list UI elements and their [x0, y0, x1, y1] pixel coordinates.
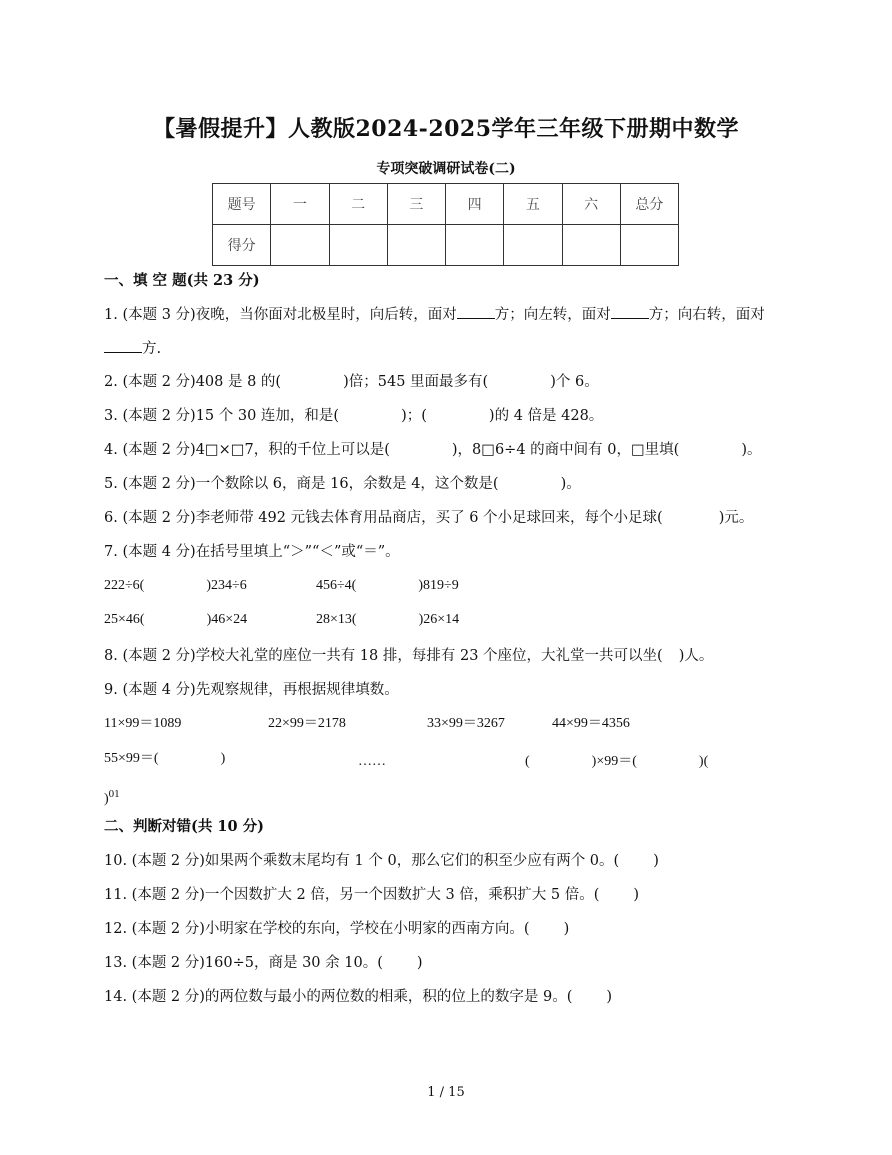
page-subtitle: 专项突破调研试卷(二) [376, 161, 516, 177]
question-1: 1. (本题 3 分)夜晚，当你面对北极星时，向后转，面对 方；向左转，面对 方；向右转，面对 [104, 304, 765, 325]
score-cell: 题号 [213, 184, 271, 225]
question-5: 5. (本题 2 分)一个数除以 6，商是 16，余数是 4，这个数是( )。 [104, 476, 581, 492]
question-6: 6. (本题 2 分)李老师带 492 元钱去体育用品商店，买了 6 个小足球回来，每个小足球( )元。 [104, 510, 754, 526]
q9-ellipsis: …… [358, 754, 386, 769]
score-cell: 一 [271, 184, 329, 225]
page-number: 1 / 15 [427, 1085, 465, 1100]
question-4: 4. (本题 2 分)4□×□7，积的千位上可以是( )，8□6÷4 的商中间有 0，□里填( )。 [104, 442, 762, 458]
score-table-score-row [213, 225, 679, 266]
q9-eq5: 55×99＝( ) [104, 751, 226, 766]
score-blank-cell [329, 225, 387, 266]
score-blank-cell [271, 225, 329, 266]
question-2: 2. (本题 2 分)408 是 8 的( )倍；545 里面最多有( )个 6。 [104, 374, 599, 390]
section-heading-true-false: 二、判断对错(共 10 分) [104, 818, 264, 835]
answer-blank [611, 304, 649, 319]
q9-eq1: 11×99＝1089 [104, 716, 182, 731]
q9-eq6-cont: )$^{01}$ [104, 788, 120, 807]
question-8: 8. (本题 2 分)学校大礼堂的座位一共有 18 排，每排有 23 个座位，大礼堂一共可以坐( )人。 [104, 648, 714, 664]
answer-blank [104, 338, 142, 353]
score-blank-cell [446, 225, 504, 266]
question-3: 3. (本题 2 分)15 个 30 连加，和是( )；( )的 4 倍是 428。 [104, 408, 604, 424]
question-9: 9. (本题 4 分)先观察规律，再根据规律填数。 [104, 682, 399, 698]
question-13: 13. (本题 2 分)160÷5，商是 30 余 10。( ) [104, 955, 423, 971]
score-cell: 六 [562, 184, 620, 225]
q7-row1-left: 222÷6( )234÷6 [104, 578, 247, 593]
score-cell: 二 [329, 184, 387, 225]
q9-eq3: 33×99＝3267 [427, 716, 505, 731]
q7-row2-right: 28×13( )26×14 [316, 612, 460, 627]
question-1-cont: 方. [104, 338, 161, 359]
section-heading-fill-blank: 一、填 空 题(共 23 分) [104, 272, 260, 289]
q7-row1-right: 456÷4( )819÷9 [316, 578, 459, 593]
score-cell: 总分 [620, 184, 678, 225]
answer-blank [457, 304, 495, 319]
score-table-header-row [213, 184, 679, 225]
question-11: 11. (本题 2 分)一个因数扩大 2 倍，另一个因数扩大 3 倍，乘积扩大 5 倍。( ) [104, 887, 640, 903]
page-title: 【暑假提升】人教版2024-2025学年三年级下册期中数学 [152, 116, 740, 142]
score-cell: 四 [446, 184, 504, 225]
question-7: 7. (本题 4 分)在括号里填上“＞”“＜”或“＝”。 [104, 544, 400, 560]
score-cell: 五 [504, 184, 562, 225]
score-blank-cell [504, 225, 562, 266]
score-table [212, 183, 679, 266]
score-cell: 得分 [213, 225, 271, 266]
q9-eq4: 44×99＝4356 [552, 716, 630, 731]
q9-eq6: ( )×99＝( )( [525, 754, 709, 769]
score-blank-cell [387, 225, 445, 266]
q9-eq2: 22×99＝2178 [268, 716, 346, 731]
question-14: 14. (本题 2 分)的两位数与最小的两位数的相乘，积的位上的数字是 9。( ) [104, 989, 613, 1005]
score-blank-cell [562, 225, 620, 266]
score-blank-cell [620, 225, 678, 266]
q7-row2-left: 25×46( )46×24 [104, 612, 248, 627]
question-12: 12. (本题 2 分)小明家在学校的东向，学校在小明家的西南方向。( ) [104, 921, 570, 937]
question-10: 10. (本题 2 分)如果两个乘数末尾均有 1 个 0，那么它们的积至少应有两个 0。( ) [104, 853, 659, 869]
score-cell: 三 [387, 184, 445, 225]
